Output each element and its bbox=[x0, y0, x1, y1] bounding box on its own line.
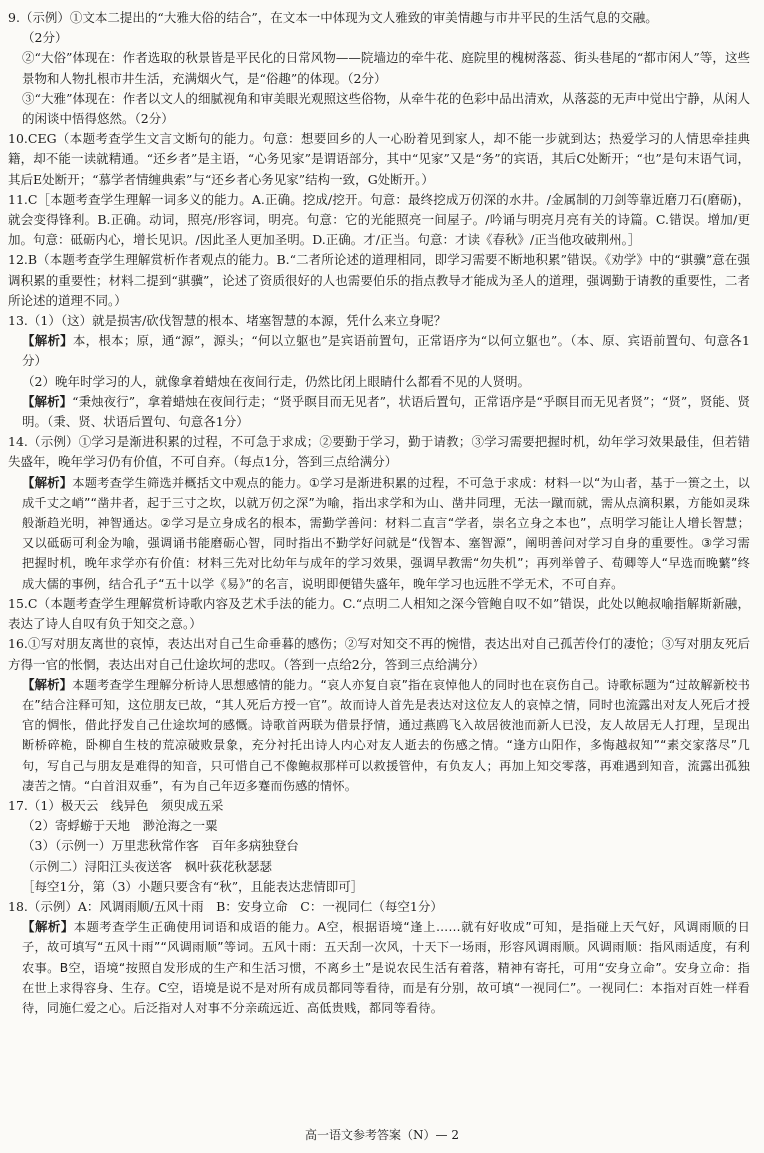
analysis-paragraph bbox=[8, 331, 750, 371]
answer-item bbox=[8, 8, 750, 129]
answer-item bbox=[8, 634, 750, 796]
line-text: 本题考查学生正确使用词语和成语的能力。A空，根据语境“逢上……就有好收成”可知，是指碰上天气好，风调雨顺的日子，故可填写“五风十雨”“风调雨顺”等词。五风十雨：五天刮一次风，十天下一场雨，形容风调雨顺。风调雨顺：指风雨适度，有利农事。B空，语境“按照自发形成的生产和生活习惯，不离乡土”是说农民生活有着落，精神有寄托，可用“安身立命”。安身立命：指在世上求得容身、生存。C空，语境是说不是对所有成员都同等看待，而是有分别，故可填“一视同仁”。一视同仁：本指对百姓一样看待，同施仁爱之心。后泛指对人对事不分亲疏远近、高低贵贱，都同等看待。 bbox=[22, 920, 750, 1015]
answer-list bbox=[8, 8, 750, 1018]
line-text: 18.（示例）A：风调雨顺/五风十雨 B：安身立命 C：一视同仁（每空1分） bbox=[8, 898, 443, 914]
line-text: 本题考查学生筛选并概括文中观点的能力。①学习是渐进积累的过程，不可急于求成：材料一以“为山者，基于一篑之土，以成千丈之峭”“凿井者，起于三寸之坎，以就万仞之深”为喻，指出求学和为山、凿井同理，无法一蹴而就，需从点滴积累，方能如灵珠般渐趋光明，神智通达。②学习是立身成名的根本，需勤学善问：材料二直言“学者，崇名立身之本也”，点明学习能让人增长智慧；又以砥砺可利金为喻，强调诵书能磨砺心智，同时指出不勤学好问就是“伐智本、塞智源”，阐明善问对学习自身的重要性。③学习需把握时机，晚年求学亦有价值：材料三先对比幼年与成年的学习效果，强调早教需“勿失机”；再列举曾子、荀卿等人“早选而晚蘩”终成大儒的事例，结合孔子“五十以学《易》”的名言，说明即便错失盛年，晚年学习也远胜不学无术，不可自弃。 bbox=[22, 475, 750, 591]
line-text: 本，根本；原，通“源”，源头；“何以立躯也”是宾语前置句，正常语序为“以何立躯也”。（本、原、宾语前置句、句意各1分） bbox=[22, 333, 750, 369]
analysis-tag: 【解析】 bbox=[22, 474, 73, 490]
answer-line bbox=[8, 372, 750, 392]
answer-line bbox=[8, 634, 750, 674]
answer-line bbox=[8, 28, 750, 48]
line-text: 13.（1）（这）就是损害/砍伐智慧的根本、堵塞智慧的本源，凭什么来立身呢？ bbox=[8, 313, 447, 329]
line-text: 14.（示例）①学习是渐进积累的过程，不可急于求成；②要勤于学习，勤于请教；③学习需要把握时机，幼年学习效果最佳，但若错失盛年，晚年学习仍有价值，不可自弃。（每点1分，答到三点给满分） bbox=[8, 434, 750, 470]
answer-line bbox=[8, 897, 750, 917]
answer-item bbox=[8, 190, 750, 251]
analysis-paragraph bbox=[8, 917, 750, 1018]
answer-line bbox=[8, 89, 750, 129]
answer-line bbox=[8, 311, 750, 331]
line-text: 17.（1）极天云 线异色 须臾成五采 bbox=[8, 797, 224, 813]
answer-line bbox=[8, 796, 750, 816]
line-text: 15.C（本题考查学生理解赏析诗歌内容及艺术手法的能力。C.“点明二人相知之深今管鲍自叹不如”错误，此处以鲍叔喻指解斯新融，表达了诗人自叹有负于知交之意。） bbox=[8, 595, 750, 632]
line-text: “秉烛夜行”，拿着蜡烛在夜间行走；“贤乎瞑目而无见者”，状语后置句，正常语序是“乎瞑目而无见者贤”；“贤”，贤能、贤明。（秉、贤、状语后置句、句意各1分） bbox=[22, 393, 750, 430]
page-footer: 高一语文参考答案（N）— 2 bbox=[305, 1128, 459, 1142]
line-text: （2）寄蜉蝣于天地 渺沧海之一粟 bbox=[22, 818, 218, 834]
answer-line bbox=[8, 190, 750, 251]
answer-item bbox=[8, 897, 750, 1018]
answer-item bbox=[8, 796, 750, 897]
answer-line bbox=[8, 816, 750, 836]
line-text: 12.B（本题考查学生理解赏析作者观点的能力。B.“二者所论述的道理相同，即学习需要不断地积累”错误。《劝学》中的“骐骥”意在强调积累的重要性；材料二提到“骐骥”，论述了资质很好的人也需要伯乐的指点教导才能成为圣人的道理，强调勤于请教的重要性，二者所论述的道理不同。） bbox=[8, 252, 750, 308]
analysis-tag: 【解析】 bbox=[22, 676, 73, 692]
answer-item bbox=[8, 250, 750, 311]
analysis-paragraph bbox=[8, 675, 750, 796]
answer-line bbox=[8, 836, 750, 856]
answer-line bbox=[8, 250, 750, 311]
line-text: （2分） bbox=[22, 30, 68, 46]
line-text: 9.（示例）①文本二提出的“大雅大俗的结合”，在文本一中体现为文人雅致的审美情趣与市井平民的生活气息的交融。 bbox=[8, 10, 658, 25]
answer-item bbox=[8, 129, 750, 190]
analysis-paragraph bbox=[8, 392, 750, 432]
answer-item bbox=[8, 432, 750, 594]
line-text: ③“大雅”体现在：作者以文人的细腻视角和审美眼光观照这些俗物，从牵牛花的色彩中品出清欢，从落蕊的无声中觉出宁静，从闲人的闲谈中悟得悠然。（2分） bbox=[22, 90, 750, 127]
line-text: ②“大俗”体现在：作者选取的秋景皆是平民化的日常风物——院墙边的牵牛花、庭院里的槐树落蕊、街头巷尾的“都市闲人”等，这些景物和人物扎根市井生活，充满烟火气，是“俗趣”的体现。（2分） bbox=[22, 50, 750, 86]
answer-line bbox=[8, 432, 750, 472]
line-text: （2）晚年时学习的人，就像拿着蜡烛在夜间行走，仍然比闭上眼睛什么都看不见的人贤明。 bbox=[22, 373, 530, 389]
line-text: 16.①写对朋友离世的哀悼，表达出对自己生命垂暮的感伤；②写对知交不再的惋惜，表达出对自己孤苦伶仃的凄怆；③写对朋友死后方得一官的怅惘，表达出对自己仕途坎坷的悲叹。（答到一点给2分，答到三点给满分） bbox=[8, 636, 750, 672]
line-text: 本题考查学生理解分析诗人思想感情的能力。“哀人亦复自哀”指在哀悼他人的同时也在哀伤自己。诗歌标题为“过故解新校书在”结合注释可知，这位朋友已故，“其人死后方授一官”。故而诗人首先是表达对这位友人的哀悼之情，同时也流露出对友人死后才授官的惆怅，借此抒发自己仕途坎坷的感慨。诗歌首两联为借景抒情，通过燕鸥飞入故居彼池而新人已没，友人故居无人打理，呈现出断桥碎桅，卧柳自生枝的荒凉破败景象，充分衬托出诗人内心对友人逝去的伤感之情。“逢方山阳作，多悔越叔知”“素交家落尽”几句，写自己与朋友是难得的知音，只可惜自己不像鲍叔那样可以救援管仲，有负友人；再加上知交零落，再难遇到知音，流露出孤独凄苦之情。“白首泪双垂”，有为自己年迈多蹇而伤感的情怀。 bbox=[22, 677, 750, 793]
analysis-tag: 【解析】 bbox=[22, 919, 74, 935]
answer-line bbox=[8, 857, 750, 877]
line-text: 11.C［本题考查学生理解一词多义的能力。A.正确。挖成/挖开。句意：最终挖成万仞深的水井。/金属制的刀剑等靠近磨刀石(磨砺)，就会变得锋利。B.正确。动词，照亮/形容词，明亮。句意：它的光能照亮一间屋子。/吟诵与明亮月亮有关的诗篇。C.错误。增加/更加。句意：砥砺内心，增长见识。/因此圣人更加圣明。D.正确。才/正当。句意：才读《春秋》/正当他攻破荆州。］ bbox=[8, 191, 750, 248]
answer-line bbox=[8, 48, 750, 88]
answer-item bbox=[8, 311, 750, 432]
answer-line bbox=[8, 877, 750, 897]
analysis-paragraph bbox=[8, 473, 750, 594]
analysis-tag: 【解析】 bbox=[22, 333, 73, 349]
answer-item bbox=[8, 594, 750, 634]
line-text: （示例二）浔阳江头夜送客 枫叶荻花秋瑟瑟 bbox=[22, 858, 273, 874]
line-text: ［每空1分，第（3）小题只要含有“秋”，且能表达悲情即可］ bbox=[22, 878, 364, 894]
answer-line bbox=[8, 8, 750, 28]
analysis-tag: 【解析】 bbox=[22, 393, 73, 409]
answer-line bbox=[8, 129, 750, 190]
line-text: （3）（示例一）万里悲秋常作客 百年多病独登台 bbox=[22, 838, 299, 854]
answer-line bbox=[8, 594, 750, 634]
line-text: 10.CEG（本题考查学生文言文断句的能力。句意：想要回乡的人一心盼着见到家人，却不能一步就到达；热爱学习的人情思牵挂典籍，却不能一读就精通。“还乡者”是主语，“心务见家”是谓语部分，其中“见家”又是“务”的宾语，其后C处断开；“也”是句末语气词，其后E处断开；“慕学者情缠典索”与“还乡者心务见家”结构一致，G处断开。） bbox=[8, 131, 750, 187]
